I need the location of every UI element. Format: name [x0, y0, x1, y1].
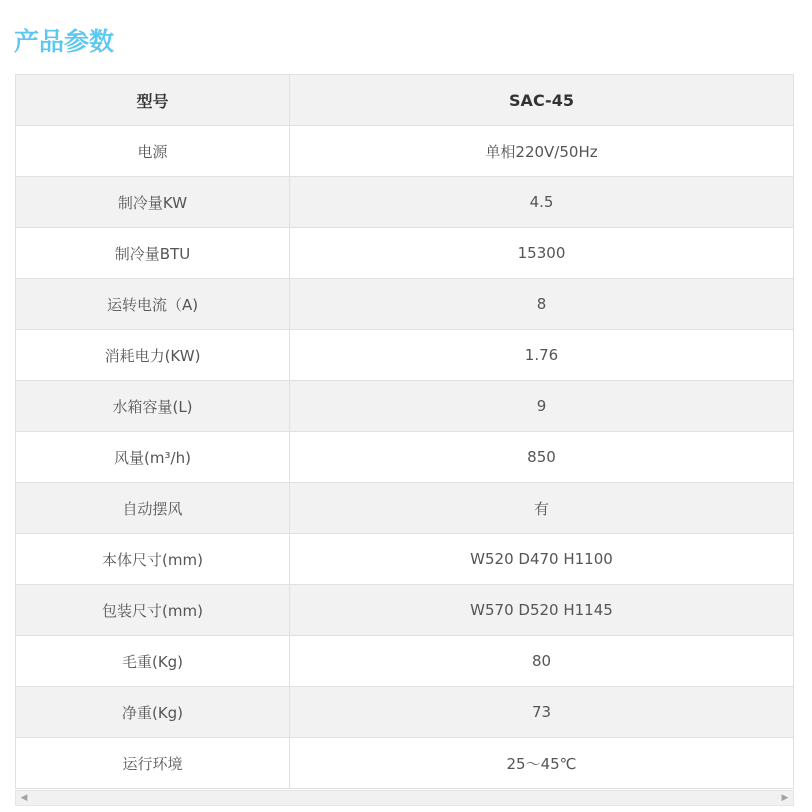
- row-label: 运行环境: [16, 738, 290, 789]
- row-value: 有: [290, 483, 794, 534]
- horizontal-scrollbar[interactable]: [15, 790, 794, 806]
- table-row: [16, 330, 794, 381]
- row-label: 电源: [16, 126, 290, 177]
- row-value: 单相220V/50Hz: [290, 126, 794, 177]
- table-row: [16, 177, 794, 228]
- spec-table-container: [15, 74, 794, 790]
- row-label: 运转电流（A): [16, 279, 290, 330]
- row-value: W570 D520 H1145: [290, 585, 794, 636]
- table-row: [16, 534, 794, 585]
- spec-table: [15, 74, 794, 789]
- row-value: 73: [290, 687, 794, 738]
- row-value: 8: [290, 279, 794, 330]
- table-row: [16, 483, 794, 534]
- row-label: 本体尺寸(mm): [16, 534, 290, 585]
- row-value: 15300: [290, 228, 794, 279]
- row-label: 制冷量KW: [16, 177, 290, 228]
- table-header-row: [16, 75, 794, 126]
- row-label: 制冷量BTU: [16, 228, 290, 279]
- page-title: 产品参数: [14, 27, 115, 56]
- row-label: 风量(m³/h): [16, 432, 290, 483]
- row-value: 80: [290, 636, 794, 687]
- header-cell-label: 型号: [16, 75, 290, 126]
- table-row: [16, 687, 794, 738]
- table-row: [16, 381, 794, 432]
- row-value: 1.76: [290, 330, 794, 381]
- row-label: 净重(Kg): [16, 687, 290, 738]
- table-row: [16, 585, 794, 636]
- table-row: [16, 228, 794, 279]
- scroll-left-arrow-icon[interactable]: ◀: [20, 793, 28, 803]
- row-value: 850: [290, 432, 794, 483]
- row-value: W520 D470 H1100: [290, 534, 794, 585]
- row-value: 4.5: [290, 177, 794, 228]
- row-label: 水箱容量(L): [16, 381, 290, 432]
- row-value: 25～45℃: [290, 738, 794, 789]
- scroll-right-arrow-icon[interactable]: ▶: [781, 793, 789, 803]
- table-row: [16, 738, 794, 789]
- row-label: 包装尺寸(mm): [16, 585, 290, 636]
- table-row: [16, 126, 794, 177]
- table-row: [16, 279, 794, 330]
- row-label: 自动摆风: [16, 483, 290, 534]
- row-label: 毛重(Kg): [16, 636, 290, 687]
- row-label: 消耗电力(KW): [16, 330, 290, 381]
- row-value: 9: [290, 381, 794, 432]
- header-cell-model: SAC-45: [290, 75, 794, 126]
- table-row: [16, 432, 794, 483]
- table-row: [16, 636, 794, 687]
